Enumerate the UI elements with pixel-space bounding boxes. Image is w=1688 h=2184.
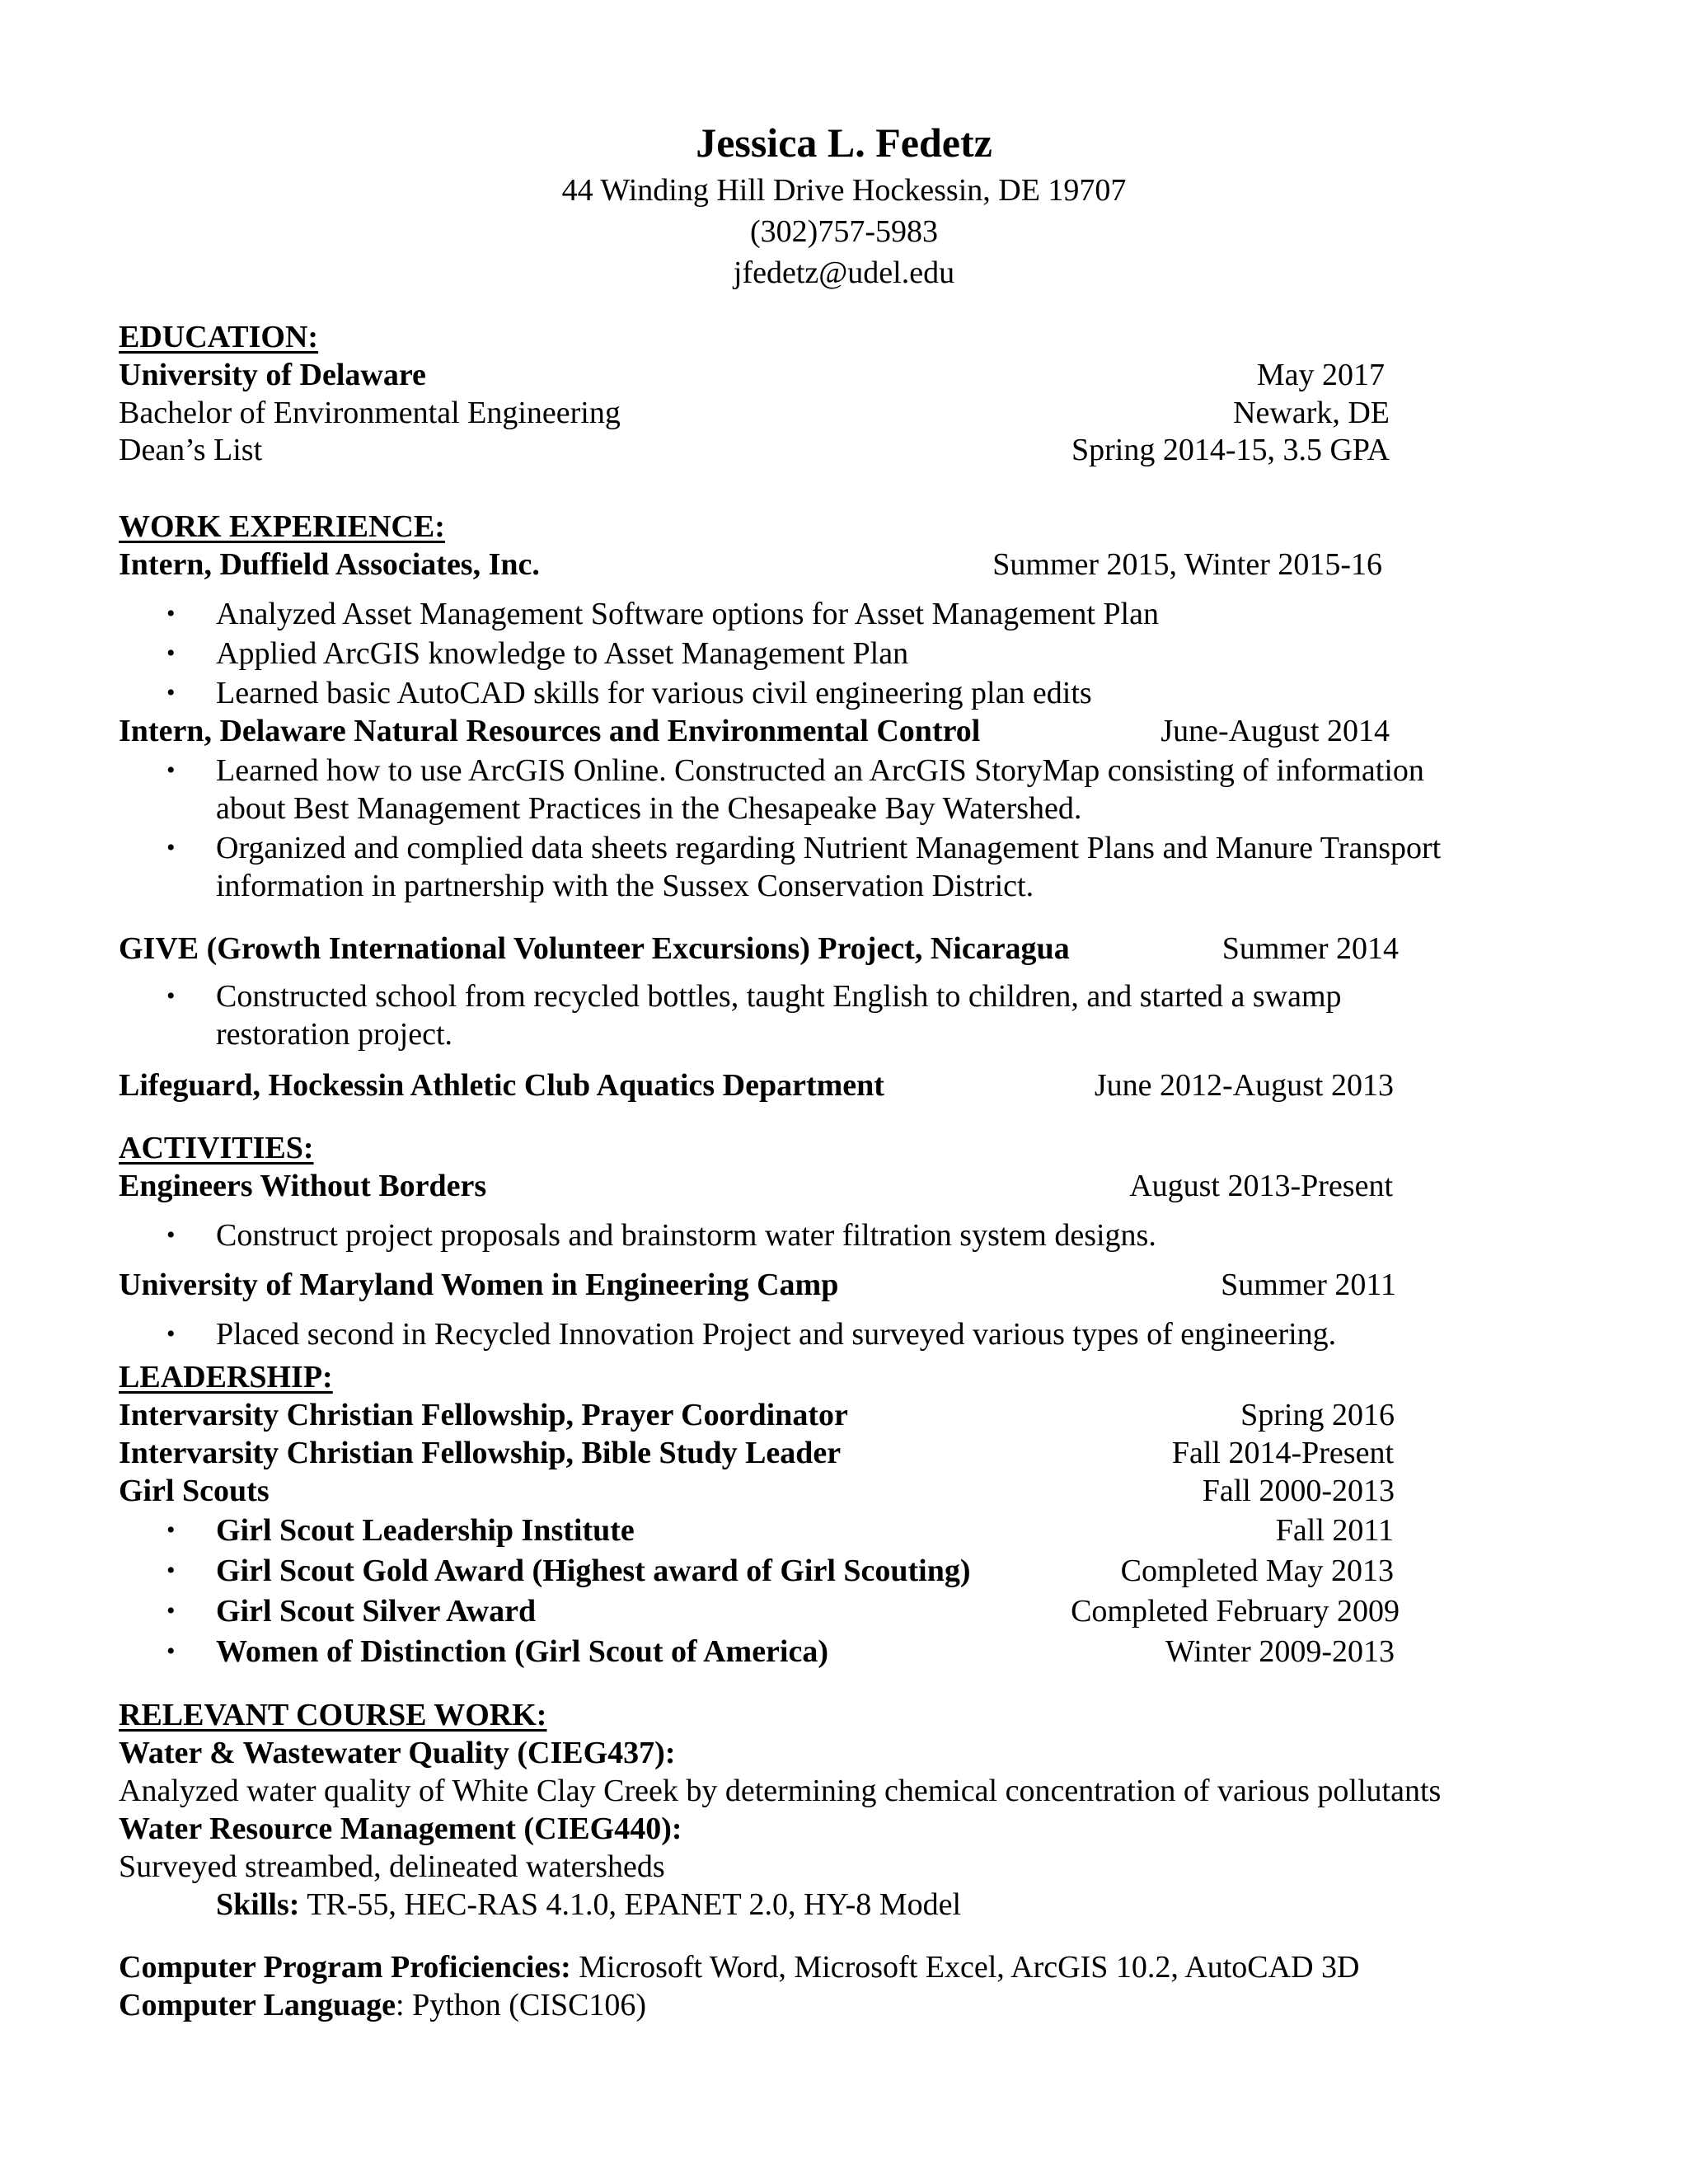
- skills-value: TR-55, HEC-RAS 4.1.0, EPANET 2.0, HY-8 Model: [299, 1887, 962, 1922]
- language-value: : Python (CISC106): [396, 1988, 647, 2022]
- phone: (302)757-5983: [750, 214, 938, 249]
- activity-title: Engineers Without Borders: [119, 1169, 487, 1203]
- leadership-title: Girl Scouts: [119, 1474, 270, 1508]
- activities-heading: ACTIVITIES:: [119, 1131, 314, 1165]
- course-title: Water Resource Management (CIEG440):: [119, 1811, 682, 1846]
- course-title: Water & Wastewater Quality (CIEG437):: [119, 1736, 676, 1770]
- language-line: [119, 1990, 646, 2021]
- job-bullet: Learned basic AutoCAD skills for various civil engineering plan edits: [216, 676, 1092, 710]
- job-title: Intern, Delaware Natural Resources and Environmental Control: [119, 714, 981, 748]
- email: jfedetz@udel.edu: [733, 255, 955, 290]
- activity-title: University of Maryland Women in Engineering Camp: [119, 1268, 839, 1302]
- bullet-icon: •: [166, 679, 176, 706]
- job-bullet-continued: about Best Management Practices in the Chesapeake Bay Watershed.: [216, 791, 1082, 826]
- girl-scout-item-title: Girl Scout Silver Award: [216, 1594, 537, 1629]
- candidate-name: Jessica L. Fedetz: [696, 120, 992, 166]
- bullet-icon: •: [166, 600, 176, 627]
- coursework-heading: RELEVANT COURSE WORK:: [119, 1698, 547, 1732]
- activity-bullet: Placed second in Recycled Innovation Project and surveyed various types of engineering.: [216, 1317, 1337, 1352]
- bullet-icon: •: [166, 982, 176, 1010]
- education-degree: Bachelor of Environmental Engineering: [119, 396, 621, 430]
- course-description: Analyzed water quality of White Clay Creek by determining chemical concentration of various pollutants: [119, 1774, 1442, 1808]
- activity-date: Summer 2011: [1221, 1268, 1396, 1302]
- language-label: Computer Language: [119, 1988, 396, 2022]
- job-date: Summer 2015, Winter 2015-16: [992, 547, 1382, 582]
- leadership-date: Fall 2014-Present: [1171, 1436, 1394, 1470]
- bullet-icon: •: [166, 834, 176, 861]
- job-title: Lifeguard, Hockessin Athletic Club Aquatics Department: [119, 1068, 884, 1103]
- address: 44 Winding Hill Drive Hockessin, DE 19707: [561, 173, 1127, 208]
- bullet-icon: •: [166, 1320, 176, 1347]
- job-title: Intern, Duffield Associates, Inc.: [119, 547, 540, 582]
- leadership-date: Spring 2016: [1240, 1398, 1395, 1432]
- job-bullet-continued: restoration project.: [216, 1017, 453, 1052]
- bullet-icon: •: [166, 1516, 176, 1544]
- job-date: June 2012-August 2013: [1094, 1068, 1394, 1103]
- leadership-date: Fall 2000-2013: [1202, 1474, 1395, 1508]
- bullet-icon: •: [166, 1597, 176, 1624]
- girl-scout-item-title: Girl Scout Gold Award (Highest award of Girl Scouting): [216, 1554, 971, 1588]
- programs-line: [119, 1952, 1359, 1983]
- job-date: June-August 2014: [1160, 714, 1390, 748]
- education-location: Newark, DE: [1233, 396, 1390, 430]
- job-date: Summer 2014: [1221, 931, 1399, 966]
- girl-scout-item-date: Winter 2009-2013: [1165, 1634, 1395, 1669]
- bullet-icon: •: [166, 640, 176, 667]
- leadership-title: Intervarsity Christian Fellowship, Prayer Coordinator: [119, 1398, 848, 1432]
- job-bullet: Organized and complied data sheets regarding Nutrient Management Plans and Manure Transport: [216, 831, 1442, 865]
- job-bullet: Applied ArcGIS knowledge to Asset Management Plan: [216, 636, 909, 671]
- education-heading: EDUCATION:: [119, 320, 319, 354]
- job-bullet: Learned how to use ArcGIS Online. Constructed an ArcGIS StoryMap consisting of information: [216, 753, 1424, 788]
- leadership-title: Intervarsity Christian Fellowship, Bible Study Leader: [119, 1436, 842, 1470]
- education-honor-detail: Spring 2014-15, 3.5 GPA: [1071, 433, 1390, 467]
- bullet-icon: •: [166, 1638, 176, 1665]
- girl-scout-item-date: Completed February 2009: [1071, 1594, 1400, 1629]
- bullet-icon: •: [166, 1557, 176, 1584]
- girl-scout-item-date: Completed May 2013: [1120, 1554, 1394, 1588]
- job-bullet-continued: information in partnership with the Sussex Conservation District.: [216, 869, 1034, 903]
- work-heading: WORK EXPERIENCE:: [119, 509, 445, 544]
- course-description: Surveyed streambed, delineated watersheds: [119, 1849, 665, 1884]
- education-date: May 2017: [1256, 358, 1385, 392]
- skills-line: [216, 1889, 961, 1920]
- job-title: GIVE (Growth International Volunteer Excursions) Project, Nicaragua: [119, 931, 1070, 966]
- education-school: University of Delaware: [119, 358, 426, 392]
- bullet-icon: •: [166, 1221, 176, 1249]
- activity-date: August 2013-Present: [1129, 1169, 1393, 1203]
- programs-label: Computer Program Proficiencies:: [119, 1950, 571, 1985]
- skills-label: Skills:: [216, 1887, 300, 1922]
- leadership-heading: LEADERSHIP:: [119, 1360, 333, 1394]
- girl-scout-item-date: Fall 2011: [1275, 1513, 1394, 1548]
- activity-bullet: Construct project proposals and brainstorm water filtration system designs.: [216, 1218, 1156, 1253]
- girl-scout-item-title: Women of Distinction (Girl Scout of America): [216, 1634, 829, 1669]
- job-bullet: Analyzed Asset Management Software options for Asset Management Plan: [216, 597, 1159, 631]
- education-honor: Dean’s List: [119, 433, 263, 467]
- job-bullet: Constructed school from recycled bottles, taught English to children, and started a swamp: [216, 979, 1342, 1014]
- girl-scout-item-title: Girl Scout Leadership Institute: [216, 1513, 635, 1548]
- programs-value: Microsoft Word, Microsoft Excel, ArcGIS 10.2, AutoCAD 3D: [570, 1950, 1360, 1985]
- bullet-icon: •: [166, 757, 176, 784]
